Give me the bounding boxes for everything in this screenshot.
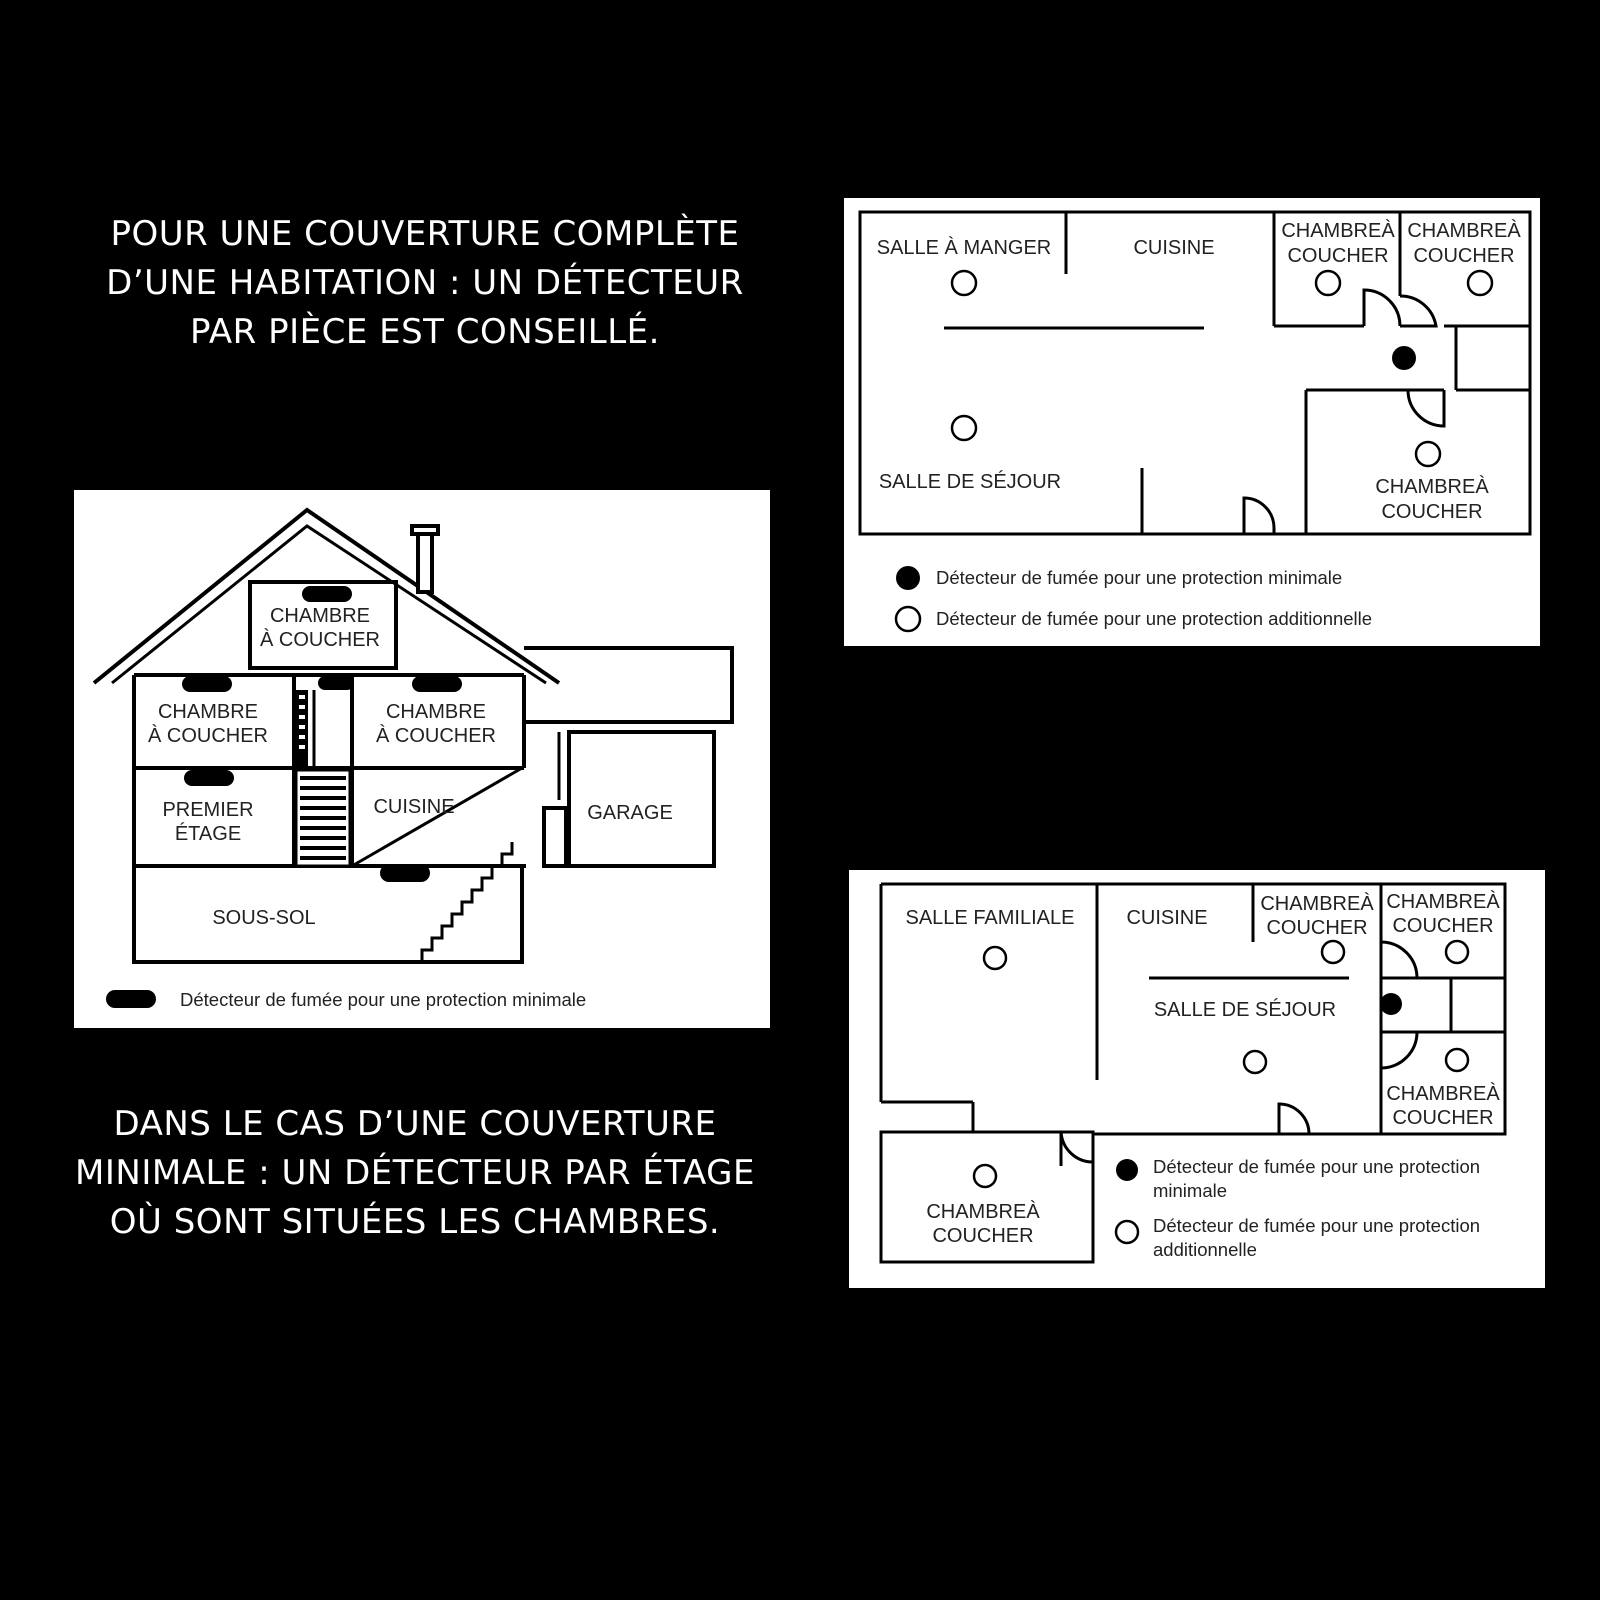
room-label: CHAMBREÀ <box>1375 476 1489 498</box>
legend-additional: Détecteur de fumée pour une protection additionnelle <box>936 608 1373 629</box>
room-label: COUCHER <box>1287 245 1389 267</box>
room-label: CHAMBREÀ <box>1260 893 1374 915</box>
room-label: CHAMBREÀ <box>1281 220 1395 242</box>
room-label: COUCHER <box>1392 1107 1494 1129</box>
room-label: COUCHER <box>1413 245 1515 267</box>
room-label: À COUCHER <box>147 725 269 747</box>
legend-additional-line1: Détecteur de fumée pour une protection <box>1153 1215 1481 1236</box>
room-label: COUCHER <box>1392 915 1494 937</box>
room-label: CHAMBRE <box>157 701 259 723</box>
room-label: COUCHER <box>932 1225 1034 1247</box>
room-label: CUISINE <box>373 796 455 818</box>
room-label: CUISINE <box>1133 237 1215 259</box>
floor-plan-1-panel <box>844 198 1540 646</box>
minimal-detector-legend-icon <box>106 990 156 1008</box>
room-label: CHAMBRE <box>269 605 371 627</box>
minimal-detector <box>1392 346 1416 370</box>
room-label: GARAGE <box>587 802 673 824</box>
legend-additional-line2: additionnelle <box>1153 1239 1257 1260</box>
house-diagram <box>74 490 770 1028</box>
room-label: COUCHER <box>1381 501 1483 523</box>
legend-minimal: Détecteur de fumée pour une protection minimale <box>936 567 1343 588</box>
room-label: CUISINE <box>1126 907 1208 929</box>
house-diagram-panel <box>74 490 770 1028</box>
room-label: CHAMBREÀ <box>926 1201 1040 1223</box>
legend-minimal-line2: minimale <box>1153 1180 1228 1201</box>
heading-full-coverage: POUR UNE COUVERTURE COMPLÈTE D’UNE HABITATION : UN DÉTECTEUR PAR PIÈCE EST CONSEILLÉ. <box>106 214 744 352</box>
room-label: SALLE DE SÉJOUR <box>1153 999 1337 1021</box>
additional-detector-legend-icon <box>1116 1221 1138 1243</box>
room-label: CHAMBREÀ <box>1386 1083 1500 1105</box>
minimal-detector-legend-icon <box>896 566 920 590</box>
room-label: PREMIER <box>162 799 254 821</box>
room-label: CHAMBRE <box>385 701 487 723</box>
legend-minimal-line1: Détecteur de fumée pour une protection <box>1153 1156 1481 1177</box>
room-label: À COUCHER <box>259 629 381 651</box>
legend-minimal: Détecteur de fumée pour une protection minimale <box>180 989 587 1010</box>
room-label: SOUS-SOL <box>212 907 316 929</box>
room-label: ÉTAGE <box>174 823 242 845</box>
minimal-detector-legend-icon <box>1116 1159 1138 1181</box>
room-label: SALLE DE SÉJOUR <box>878 471 1062 493</box>
floor-plan-2 <box>849 870 1545 1288</box>
minimal-detector <box>1380 993 1402 1015</box>
room-label: COUCHER <box>1266 917 1368 939</box>
room-label: À COUCHER <box>375 725 497 747</box>
room-label: SALLE FAMILIALE <box>905 907 1075 929</box>
heading-minimal-coverage: DANS LE CAS D’UNE COUVERTURE MINIMALE : UN DÉTECTEUR PAR ÉTAGE OÙ SONT SITUÉES LES CHAMBRES. <box>75 1104 755 1242</box>
room-label: CHAMBREÀ <box>1407 220 1521 242</box>
room-label: SALLE À MANGER <box>876 237 1052 259</box>
additional-detector-legend-icon <box>896 607 920 631</box>
room-label: CHAMBREÀ <box>1386 891 1500 913</box>
floor-plan-1 <box>844 198 1540 646</box>
additional-detectors <box>952 271 1492 466</box>
floor-plan-2-panel <box>849 870 1545 1288</box>
